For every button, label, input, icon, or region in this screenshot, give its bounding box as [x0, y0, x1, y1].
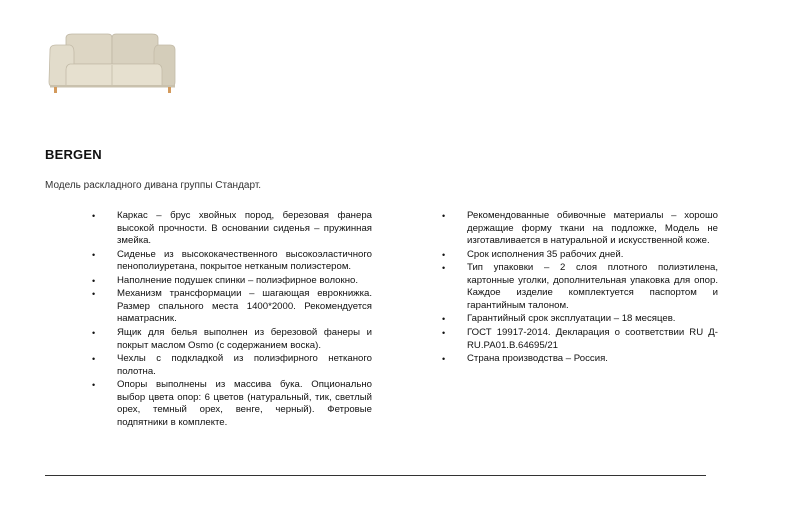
list-item-text: Сиденье из высококачественного высокоэластичного пенополиуретана, покрытое нетканым полиэстером.: [117, 248, 372, 273]
bullet: •: [92, 289, 96, 300]
bullet: •: [442, 211, 446, 221]
bullet: •: [442, 249, 446, 260]
list-item: [92, 379, 372, 429]
list-item: [442, 210, 718, 248]
list-item: [92, 210, 372, 248]
page-title: BERGEN: [45, 147, 102, 162]
list-item-text: Опоры выполнены из массива бука. Опционально выбор цвета опор: 6 цветов (натуральный, тик, светлый орех, темный орех, венге, черный). Фетровые подпятники в комплекте.: [117, 379, 372, 428]
bullet: •: [92, 327, 96, 338]
list-item: [92, 288, 372, 326]
bullet: •: [92, 380, 96, 391]
sofa-icon: [44, 28, 180, 94]
bullet: •: [442, 263, 446, 274]
bullet: •: [92, 275, 96, 286]
list-item-text: Рекомендованные обивочные материалы – хорошо держащие форму ткани на подложке, Модель не изготавливается в натуральной и искусственной коже.: [467, 210, 718, 247]
list-item-text: ГОСТ 19917-2014. Декларация о соответствии RU Д-RU.PA01.B.64695/21: [467, 326, 718, 351]
bullet: •: [442, 353, 446, 364]
list-item-text: Механизм трансформации – шагающая еврокнижка. Размер спального места 1400*2000. Рекомендуется наматрасник.: [117, 288, 372, 325]
list-item: [92, 327, 372, 352]
spec-list-right: [442, 210, 718, 366]
list-item: [442, 327, 718, 352]
list-item: [92, 275, 372, 288]
footer-divider: [45, 475, 706, 476]
bullet: •: [92, 353, 96, 364]
list-item-text: Срок исполнения 35 рабочих дней.: [467, 248, 624, 260]
list-item-text: Чехлы с подкладкой из полиэфирного нетканого полотна.: [117, 352, 372, 377]
list-item: [442, 353, 718, 366]
product-subtitle: Модель раскладного дивана группы Стандарт.: [45, 180, 262, 191]
bullet: •: [442, 327, 446, 338]
bullet: •: [442, 314, 446, 325]
list-item-text: Гарантийный срок эксплуатации – 18 месяцев.: [467, 313, 676, 325]
list-item-text: Ящик для белья выполнен из березовой фанеры и покрыт маслом Osmo (с содержанием воска).: [117, 326, 372, 351]
list-item-text: Каркас – брус хвойных пород, березовая фанера высокой прочности. В основании сиденья – пружинная змейка.: [117, 210, 372, 247]
bullet: •: [92, 211, 96, 221]
list-item: [442, 262, 718, 312]
list-item: [442, 249, 718, 262]
list-item: [92, 249, 372, 274]
list-item-text: Тип упаковки – 2 слоя плотного полиэтилена, картонные уголки, дополнительная упаковка для опор. Каждое изделие комплектуется паспортом и гарантийным талоном.: [467, 262, 718, 311]
bullet: •: [92, 249, 96, 260]
spec-list-left: [92, 210, 372, 430]
list-item-text: Страна производства – Россия.: [467, 352, 608, 364]
list-item: [92, 353, 372, 378]
list-item-text: Наполнение подушек спинки – полиэфирное волокно.: [117, 274, 359, 286]
list-item: [442, 313, 718, 326]
